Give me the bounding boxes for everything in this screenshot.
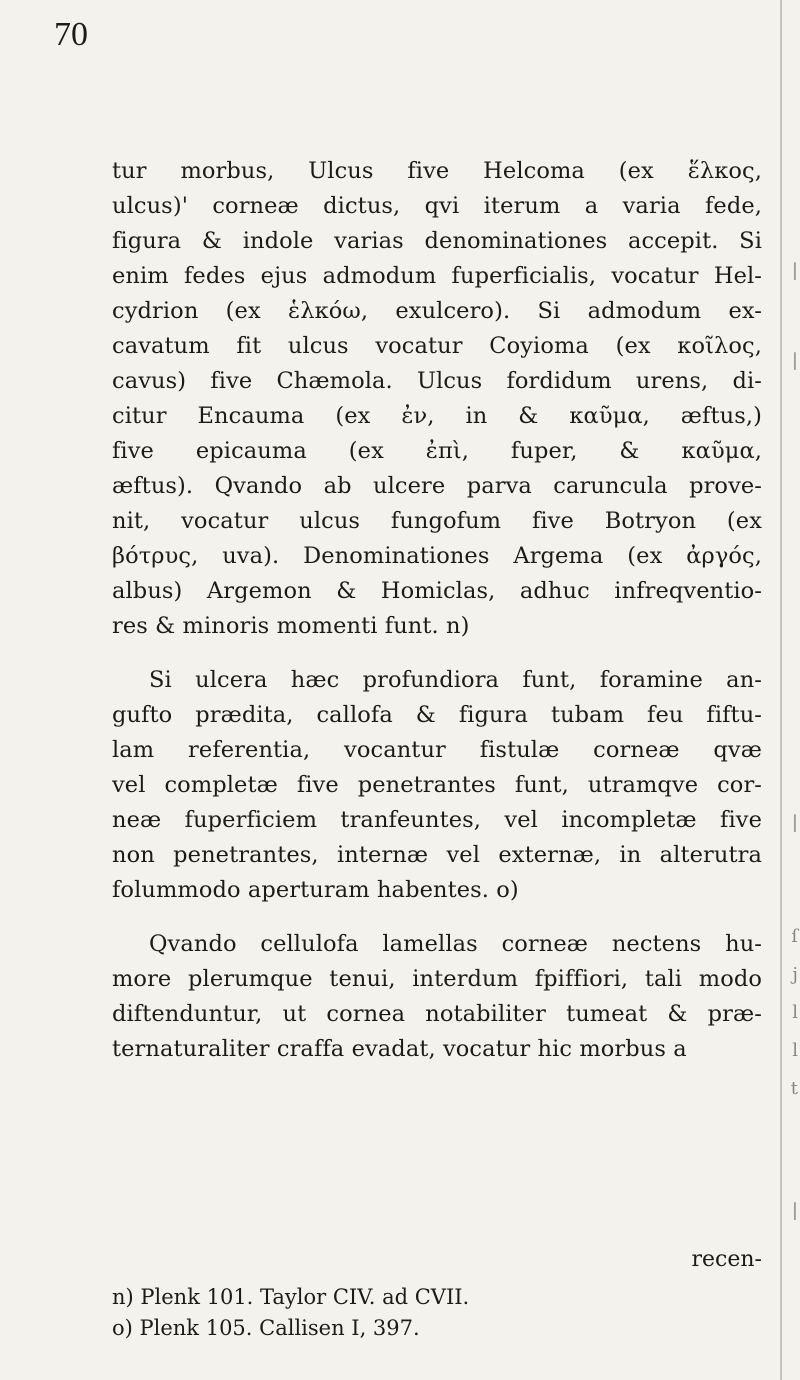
text-line: folummodo aperturam habentes. o) (112, 877, 519, 903)
margin-fragment: | (791, 1200, 798, 1221)
text-line: citur Encauma (ex ἐν, in & καῦμα, æftus,) (112, 403, 762, 429)
margin-fragment: l (792, 1002, 798, 1023)
text-line: Si ulcera hæc profundiora funt, foramine an- (149, 667, 762, 693)
text-line: βότρυς, uva). Denominationes Argema (ex ἀργός, (112, 543, 762, 569)
margin-fragment: t (790, 1078, 798, 1099)
paragraph-gap (112, 644, 762, 663)
text-line: cavatum fit ulcus vocatur Coyioma (ex κοῖλος, (112, 333, 762, 359)
margin-fragments (784, 260, 798, 1240)
margin-fragment: j (792, 964, 798, 985)
paragraph-fistulae (112, 663, 762, 908)
text-line: tur morbus, Ulcus five Helcoma (ex ἕλκος, (112, 158, 762, 184)
margin-fragment: l (792, 1040, 798, 1061)
text-line: cydrion (ex ἑλκόω, exulcero). Si admodum ex- (112, 298, 762, 324)
text-line: cavus) five Chæmola. Ulcus fordidum urens, di- (112, 368, 762, 394)
body-text (112, 154, 762, 1067)
catchword: recen- (691, 1247, 762, 1272)
text-line: Qvando cellulofa lamellas corneæ nectens hu- (149, 931, 762, 957)
paragraph-cellulosa (112, 927, 762, 1067)
text-line: enim fedes ejus admodum fuperficialis, vocatur Hel- (112, 263, 762, 289)
page-number: 70 (54, 16, 88, 53)
footnote: o) Plenk 105. Callisen I, 397. (112, 1316, 420, 1340)
text-line: lam referentia, vocantur fistulæ corneæ qvæ (112, 737, 762, 763)
footnotes (112, 1282, 762, 1344)
text-line: diftenduntur, ut cornea notabiliter tumeat & præ- (112, 1001, 762, 1027)
binding-margin-line (780, 0, 782, 1380)
margin-fragment: | (791, 812, 798, 833)
text-line: neæ fuperficiem tranfeuntes, vel incompletæ five (112, 807, 762, 833)
text-line: gufto prædita, callofa & figura tubam feu fiftu- (112, 702, 762, 728)
text-line: albus) Argemon & Homiclas, adhuc infreqventio- (112, 578, 762, 604)
text-line: vel completæ five penetrantes funt, utramqve cor- (112, 772, 762, 798)
margin-fragment: | (791, 260, 798, 281)
text-line: figura & indole varias denominationes accepit. Si (112, 228, 762, 254)
text-line: five epicauma (ex ἐπὶ, fuper, & καῦμα, (112, 438, 762, 464)
paragraph-helcoma (112, 154, 762, 644)
footnote: n) Plenk 101. Taylor CIV. ad CVII. (112, 1285, 470, 1309)
text-line: non penetrantes, internæ vel externæ, in alterutra (112, 842, 762, 868)
text-line: ternaturaliter craffa evadat, vocatur hic morbus a (112, 1036, 687, 1062)
text-line: æftus). Qvando ab ulcere parva caruncula prove- (112, 473, 762, 499)
text-line: more plerumque tenui, interdum fpiffiori, tali modo (112, 966, 762, 992)
text-line: ulcus)' corneæ dictus, qvi iterum a varia fede, (112, 193, 762, 219)
margin-fragment: ſ (791, 926, 798, 947)
paragraph-gap (112, 908, 762, 927)
text-line: nit, vocatur ulcus fungofum five Botryon (ex (112, 508, 762, 534)
text-line: res & minoris momenti funt. n) (112, 613, 470, 639)
margin-fragment: | (791, 350, 798, 371)
